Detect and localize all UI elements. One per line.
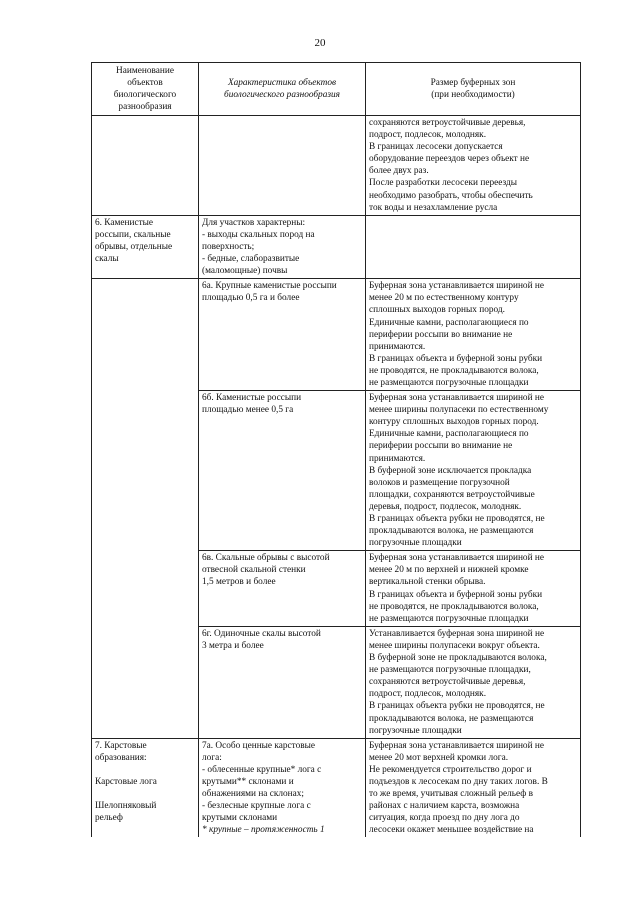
text-line: отвесной скальной стенки [202,565,306,576]
text-line: В буферной зоне не прокладываются волока, [369,653,547,664]
text-line: (при необходимости) [431,90,515,100]
text-line: - облесенные крупные* лога с [202,764,322,775]
text-line: сохраняются ветроустойчивые деревья, [369,118,526,128]
text-line: 6. Каменистые [95,217,154,228]
text-line: площадки, сохраняются ветроустойчивые [369,489,535,500]
cell-characteristics [199,738,366,837]
text-line: более двух раз. [369,166,429,177]
header-col-name [92,63,199,116]
text-line: районах с наличием карста, возможна [369,801,520,812]
text-line: Буферная зона устанавливается шириной не [369,553,544,564]
table-row [92,551,581,627]
text-line: биологического [113,90,177,100]
text-line: 7а. Особо ценные карстовые [202,740,315,751]
text-line: не размещаются погрузочные площадки [369,613,529,624]
text-line: ситуация, когда проезд по дну лога до [369,813,520,824]
table-row [92,738,581,837]
text-line: не размещаются погрузочные площадки, [369,665,531,676]
text-line: разнообразия [118,102,172,113]
text-line: (маломощные) почвы [202,266,288,277]
text-line: Буферная зона устанавливается шириной не [369,393,544,404]
text-line: Характеристика объектов [227,77,337,88]
text-line: контуру сплошных выходов горных пород. [369,417,539,428]
text-line: прокладываются волока, не размещаются [369,713,534,724]
text-line: 3 метра и более [202,640,264,651]
cell-characteristics [199,279,366,391]
text-line: подрост, подлесок, молодняк. [369,689,487,700]
text-line: Буферная зона устанавливается шириной не [369,281,544,292]
cell-characteristics [199,626,366,738]
text-line: не проводятся, не прокладываются волока, [369,601,539,612]
text-line: 6г. Одиночные скалы высотой [202,628,321,639]
text-line: Буферная зона устанавливается шириной не [369,740,544,751]
text-line: поверхность; [202,241,255,252]
buffer-zone-table [91,62,581,837]
text-line: принимаются. [369,453,426,464]
header-col-buffer-size [366,63,581,116]
table-row [92,626,581,738]
cell-buffer-size [366,215,581,278]
text-line: - безлесные крупные лога с [202,801,311,812]
text-line: обрывы, отдельные [95,241,173,252]
text-line: оборудование переездов через объект не [369,154,530,165]
text-line: не проводятся, не прокладываются волока, [369,365,539,376]
text-line: крутыми склонами [202,813,278,824]
cell-name [92,279,199,391]
text-line: подрост, подлесок, молодняк. [369,130,487,141]
page-number: 20 [314,37,326,49]
text-line: площадью 0,5 га и более [202,293,300,304]
text-line: В границах объекта и буферной зоны рубки [369,353,543,364]
text-line: периферии россыпи во внимание не [369,441,513,452]
cell-name [92,116,199,216]
text-line: вертикальной стенки обрыва. [369,577,486,588]
text-line: Единичные камни, располагающиеся по [369,429,529,440]
text-line: волоков и размещение погрузочной [369,477,510,488]
text-line: сохраняются ветроустойчивые деревья, [369,677,526,688]
text-line: менее 20 м по естественному контуру [369,293,519,304]
text-line: лесосеки окажет меньшее воздействие на [369,825,534,836]
text-line: россыпи, скальные [95,229,171,240]
header-col-characteristics [199,63,366,116]
text-line: Единичные камни, располагающиеся по [369,317,529,328]
text-line: деревья, подрост, подлесок, молодняк. [369,501,522,512]
text-line: обнажениями на склонах; [202,789,305,800]
text-line: 6в. Скальные обрывы с высотой [202,553,330,564]
cell-name [92,215,199,278]
text-line: Размер буферных зон [430,77,516,88]
text-line: образования: [95,752,147,763]
text-line: - выходы скальных пород на [202,229,315,240]
text-line: Для участков характерны: [202,217,306,228]
cell-characteristics [199,551,366,627]
text-line: ток воды и незахламление русла [369,202,498,213]
text-line: необходимо разобрать, чтобы обеспечить [369,190,533,201]
cell-buffer-size [366,626,581,738]
text-line: Шелопняковый [95,800,157,811]
table-row [92,116,581,216]
text-line: сплошных выходов горных пород. [369,305,505,316]
table-header-row [92,63,581,116]
cell-name [92,391,199,551]
text-line: В границах объекта и буферной зоны рубки [369,589,543,600]
cell-name [92,738,199,837]
text-line: принимаются. [369,341,426,352]
cell-characteristics [199,391,366,551]
table-row [92,279,581,391]
text-line: погрузочные площадки [369,538,462,549]
cell-buffer-size [366,279,581,391]
text-line: не размещаются погрузочные площадки [369,377,529,388]
text-line: менее ширины полупасеки по естественному [369,405,549,416]
text-line: периферии россыпи во внимание не [369,329,513,340]
cell-name [92,551,199,627]
cell-buffer-size [366,391,581,551]
text-line: биологического разнообразия [224,90,340,100]
text-line: В границах лесосеки допускается [369,142,503,153]
text-line: погрузочные площадки [369,725,462,736]
text-line: крутыми** склонами и [202,776,294,787]
text-line: 6а. Крупные каменистые россыпи [202,281,337,292]
table-row [92,215,581,278]
text-line: Устанавливается буферная зона шириной не [369,628,545,639]
text-line: менее ширины полупасеки вокруг объекта. [369,640,540,651]
text-line: подъездов к лесосекам по дну таких логов. В [369,776,548,787]
text-line: 7. Карстовые [95,740,147,751]
text-line: рельеф [95,813,123,824]
text-line: Наименование [116,65,174,76]
text-line: В границах объекта рубки не проводятся, не [369,701,545,712]
text-line: объектов [127,77,163,88]
cell-characteristics [199,116,366,216]
cell-buffer-size [366,738,581,837]
text-line: скалы [95,254,119,265]
text-line: менее 20 мот верхней кромки лога. [369,752,509,763]
text-line: В буферной зоне исключается прокладка [369,465,532,476]
text-line: Не рекомендуется строительство дорог и [369,764,532,775]
text-line: лога: [202,752,222,763]
text-line: 6б. Каменистые россыпи [202,393,302,404]
footnote-text: * крупные – протяженность 1 [202,825,325,836]
cell-buffer-size [366,116,581,216]
text-line: - бедные, слаборазвитые [202,254,300,265]
text-line: площадью менее 0,5 га [202,405,294,416]
text-line: менее 20 м по верхней и нижней кромке [369,565,529,576]
cell-buffer-size [366,551,581,627]
cell-characteristics [199,215,366,278]
text-line: прокладываются волока, не размещаются [369,526,534,537]
text-line: В границах объекта рубки не проводятся, не [369,514,545,524]
cell-name [92,626,199,738]
text-line: 1,5 метров и более [202,577,276,588]
table-row [92,391,581,551]
text-line: то же время, учитывая сложный рельеф в [369,789,533,800]
text-line: Карстовые лога [95,776,157,787]
text-line: После разработки лесосеки переезды [369,178,517,189]
